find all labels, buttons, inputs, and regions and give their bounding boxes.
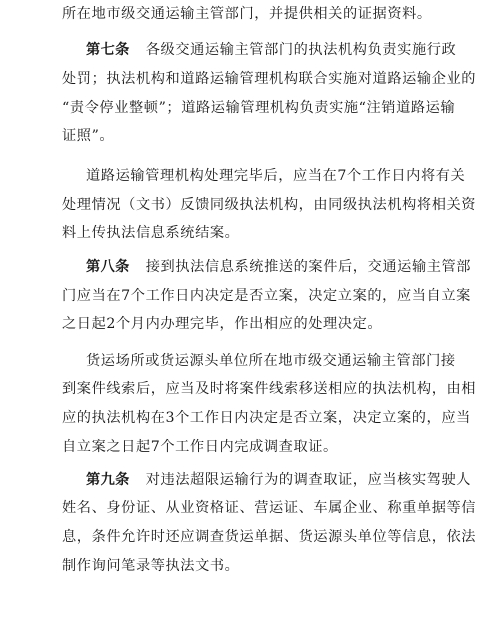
text-line: 息，条件允许时还应调查货运单据、货运源头单位等信息，依法 [62, 529, 477, 545]
text-line: 所在地市级交通运输主管部门，并提供相关的证据资料。 [62, 6, 432, 22]
text-line: “责令停业整顿”；道路运输管理机构负责实施“注销道路运输 [62, 100, 456, 116]
text-span: 各级交通运输主管部门的执法机构负责实施行政 [145, 42, 457, 58]
article-9-line [86, 470, 476, 490]
text-line: 应的执法机构在3个工作日内决定是否立案，决定立案的，应当 [62, 410, 471, 426]
text-line: 处理情况（文书）反馈同级执法机构，由同级执法机构将相关资 [62, 197, 477, 213]
text-line: 制作询问笔录等执法文书。 [62, 558, 240, 574]
text-line: 处罚；执法机构和道路运输管理机构联合实施对道路运输企业的 [62, 71, 477, 87]
article-heading: 第七条 [86, 42, 130, 58]
article-heading: 第九条 [86, 472, 130, 488]
text-line: 姓名、身份证、从业资格证、营运证、车属企业、称重单据等信 [62, 500, 477, 516]
text-line: 自立案之日起7个工作日内完成调查取证。 [62, 439, 338, 455]
text-span: 对违法超限运输行为的调查取证，应当核实驾驶人 [145, 472, 472, 488]
article-heading: 第八条 [86, 259, 130, 275]
text-line: 货运场所或货运源头单位所在地市级交通运输主管部门接 [86, 353, 456, 369]
text-line: 料上传执法信息系统结案。 [62, 225, 240, 241]
text-span: 接到执法信息系统推送的案件后，交通运输主管部 [145, 259, 472, 275]
text-line: 证照”。 [62, 128, 115, 144]
text-line: 到案件线索后，应当及时将案件线索移送相应的执法机构，由相 [62, 381, 477, 397]
text-line: 道路运输管理机构处理完毕后，应当在7个工作日内将有关 [86, 168, 466, 184]
article-8-line [86, 257, 476, 277]
text-line: 门应当在7个工作日内决定是否立案，决定立案的，应当自立案 [62, 288, 471, 304]
article-7-line [86, 40, 476, 60]
text-line: 之日起2个月内办理完毕，作出相应的处理决定。 [62, 316, 383, 332]
